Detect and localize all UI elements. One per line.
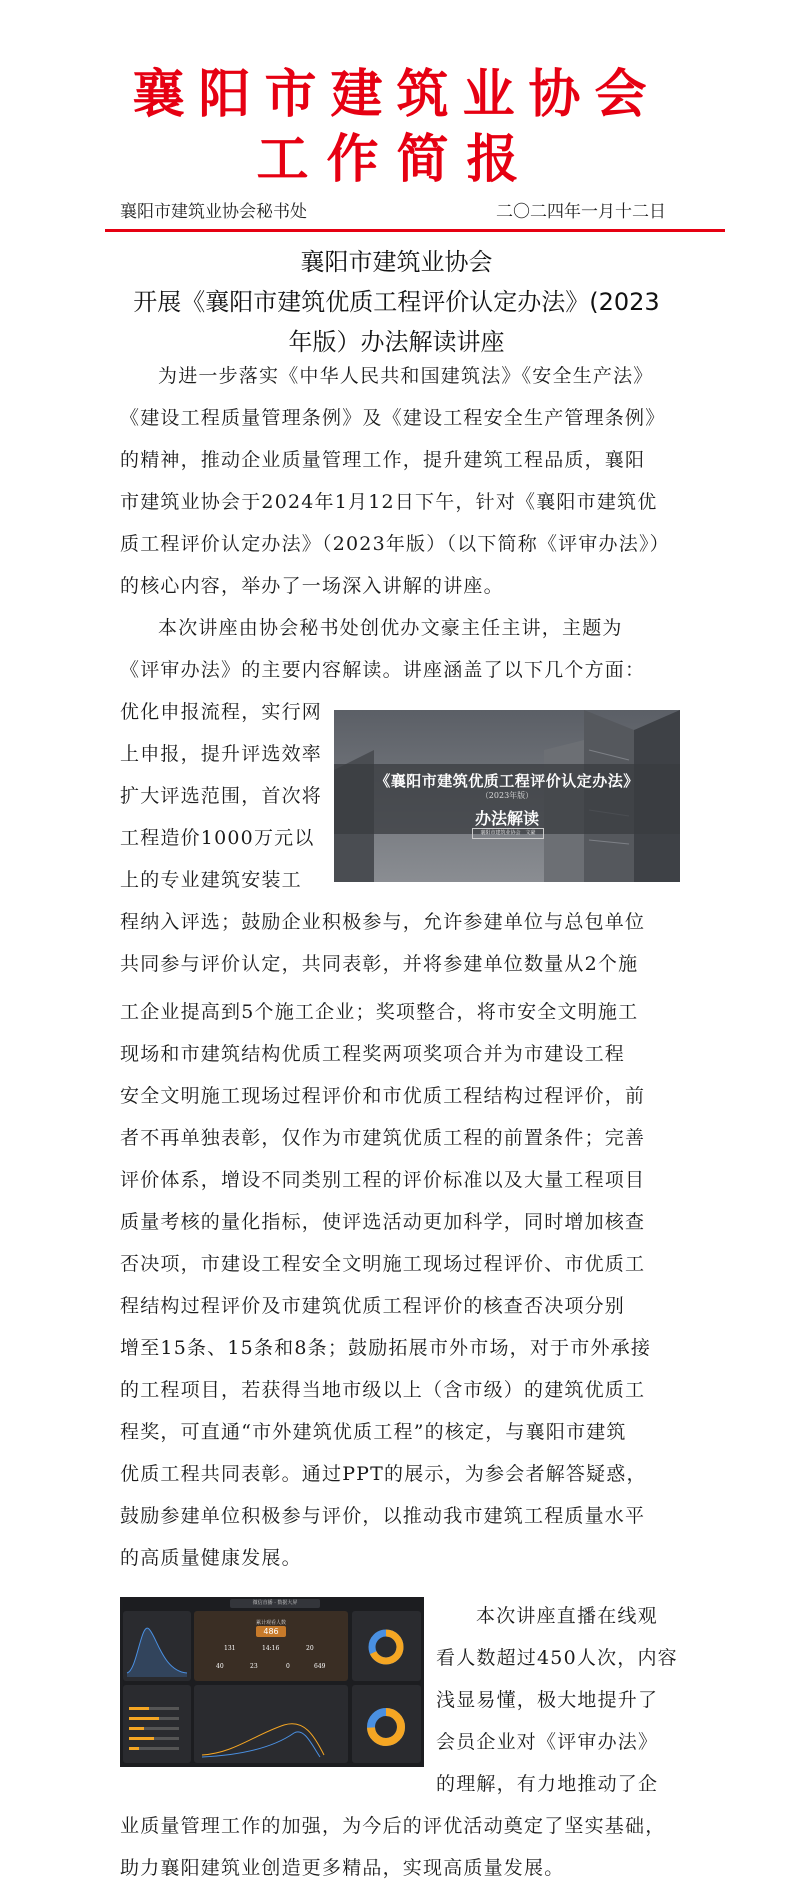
text-line: 程纳入评选；鼓励企业积极参与，允许参建单位与总包单位 (120, 911, 646, 933)
text-line: 安全文明施工现场过程评价和市优质工程结构过程评价，前 (120, 1085, 646, 1107)
text-line: 现场和市建筑结构优质工程奖两项奖项合并为市建设工程 (120, 1043, 626, 1065)
stat-value: 649 (314, 1663, 326, 1670)
text-line: 业质量管理工作的加强，为今后的评优活动奠定了坚实基础， (120, 1815, 666, 1837)
text-line: 程奖，可直通“市外建筑优质工程”的核定，与襄阳市建筑 (120, 1421, 627, 1443)
text-line: 《评审办法》的主要内容解读。讲座涵盖了以下几个方面： (120, 659, 646, 681)
livestream-dashboard-image (120, 1597, 424, 1767)
text-line: 否决项，市建设工程安全文明施工现场过程评价、市优质工 (120, 1253, 646, 1275)
text-line: 浅显易懂，极大地提升了 (436, 1689, 659, 1711)
stat-value: 131 (224, 1645, 236, 1652)
slide-heading: 办法解读 (474, 809, 539, 828)
article-title-line1: 襄阳市建筑业协会 (300, 248, 493, 276)
text-line: 上的专业建筑安装工 (120, 869, 302, 891)
paragraph-4 (120, 1805, 686, 1889)
article-title-line2: 开展《襄阳市建筑优质工程评价认定办法》(2023 (133, 288, 660, 316)
left-bottom-panel (123, 1685, 191, 1763)
stat-value: 23 (250, 1663, 258, 1670)
paragraph-2 (120, 607, 686, 691)
stat-value: 14:16 (262, 1645, 280, 1652)
text-line: 看人数超过450人次，内容 (436, 1647, 678, 1669)
donut-chart-icon (352, 1685, 421, 1763)
right-top-panel (352, 1611, 421, 1681)
slide-subtitle: （2023年版） (480, 791, 534, 800)
text-line: 本次讲座直播在线观 (476, 1605, 658, 1627)
header-rule (105, 229, 725, 232)
stat-value: 40 (216, 1663, 224, 1670)
text-line: 工企业提高到5个施工企业；奖项整合，将市安全文明施工 (120, 1001, 639, 1023)
text-line: 评价体系，增设不同类别工程的评价标准以及大量工程项目 (120, 1169, 646, 1191)
text-line: 质工程评价认定办法》（2023年版）（以下简称《评审办法》） (120, 533, 670, 555)
left-top-panel (123, 1611, 191, 1681)
text-line: 优质工程共同表彰。通过PPT的展示，为参会者解答疑惑， (120, 1463, 647, 1485)
issuer: 襄阳市建筑业协会秘书处 (120, 202, 307, 222)
lecture-slide-image (334, 710, 680, 882)
text-line: 的精神，推动企业质量管理工作，提升建筑工程品质，襄阳 (120, 449, 646, 471)
slide-footer: 襄阳市建筑业协会 文豪 (472, 828, 544, 839)
text-line: 程结构过程评价及市建筑优质工程评价的核查否决项分别 (120, 1295, 626, 1317)
text-line: 质量考核的量化指标，使评选活动更加科学，同时增加核查 (120, 1211, 646, 1233)
issue-date: 二〇二四年一月十二日 (496, 202, 666, 222)
text-line: 者不再单独表彰，仅作为市建筑优质工程的前置条件；完善 (120, 1127, 646, 1149)
text-line: 扩大评选范围，首次将 (120, 785, 323, 807)
masthead-subtitle: 工作简报 (256, 130, 537, 190)
text-line: 工程造价1000万元以 (120, 827, 315, 849)
text-line: 助力襄阳建筑业创造更多精品，实现高质量发展。 (120, 1857, 565, 1879)
donut-chart-icon (352, 1611, 421, 1681)
text-line: 的理解，有力地推动了企 (436, 1773, 659, 1795)
text-line: 《建设工程质量管理条例》及《建设工程安全生产管理条例》 (120, 407, 666, 429)
text-line: 的高质量健康发展。 (120, 1547, 302, 1569)
paragraph-4-wrap (436, 1595, 686, 1805)
text-line: 的工程项目，若获得当地市级以上（含市级）的建筑优质工 (120, 1379, 646, 1401)
paragraph-3 (120, 901, 686, 1579)
text-line: 增至15条、15条和8条；鼓励拓展市外市场，对于市外承接 (120, 1337, 652, 1359)
stat-value: 20 (306, 1645, 314, 1652)
slide-title: 《襄阳市建筑优质工程评价认定办法》 (375, 772, 639, 790)
text-line: 上申报，提升评选效率 (120, 743, 323, 765)
article-title-line3: 年版）办法解读讲座 (288, 328, 505, 356)
paragraph-3-wrap (120, 691, 330, 901)
text-line: 共同参与评价认定，共同表彰，并将参建单位数量从2个施 (120, 953, 639, 975)
bar-list-icon (123, 1685, 191, 1763)
trend-chart-panel (194, 1685, 348, 1763)
main-stats-panel (194, 1611, 348, 1681)
text-line: 优化申报流程，实行网 (120, 701, 323, 723)
text-line: 市建筑业协会于2024年1月12日下午，针对《襄阳市建筑优 (120, 491, 658, 513)
dashboard-header: 微信直播 · 数据大屏 (230, 1599, 320, 1608)
stat-value: 0 (286, 1663, 290, 1670)
trend-line-icon (194, 1685, 348, 1763)
text-line: 本次讲座由协会秘书处创优办文豪主任主讲，主题为 (158, 617, 623, 639)
text-line: 的核心内容，举办了一场深入讲解的讲座。 (120, 575, 504, 597)
main-stat-label: 累计观看人数 (255, 1620, 286, 1626)
text-line: 会员企业对《评审办法》 (436, 1731, 659, 1753)
text-line: 为进一步落实《中华人民共和国建筑法》《安全生产法》 (158, 365, 654, 387)
masthead-title: 襄阳市建筑业协会 (132, 65, 661, 125)
text-line: 鼓励参建单位积极参与评价，以推动我市建筑工程质量水平 (120, 1505, 646, 1527)
right-bottom-panel (352, 1685, 421, 1763)
main-stat-value: 486 (256, 1626, 286, 1637)
line-chart-icon (123, 1611, 191, 1681)
paragraph-1 (120, 355, 686, 607)
